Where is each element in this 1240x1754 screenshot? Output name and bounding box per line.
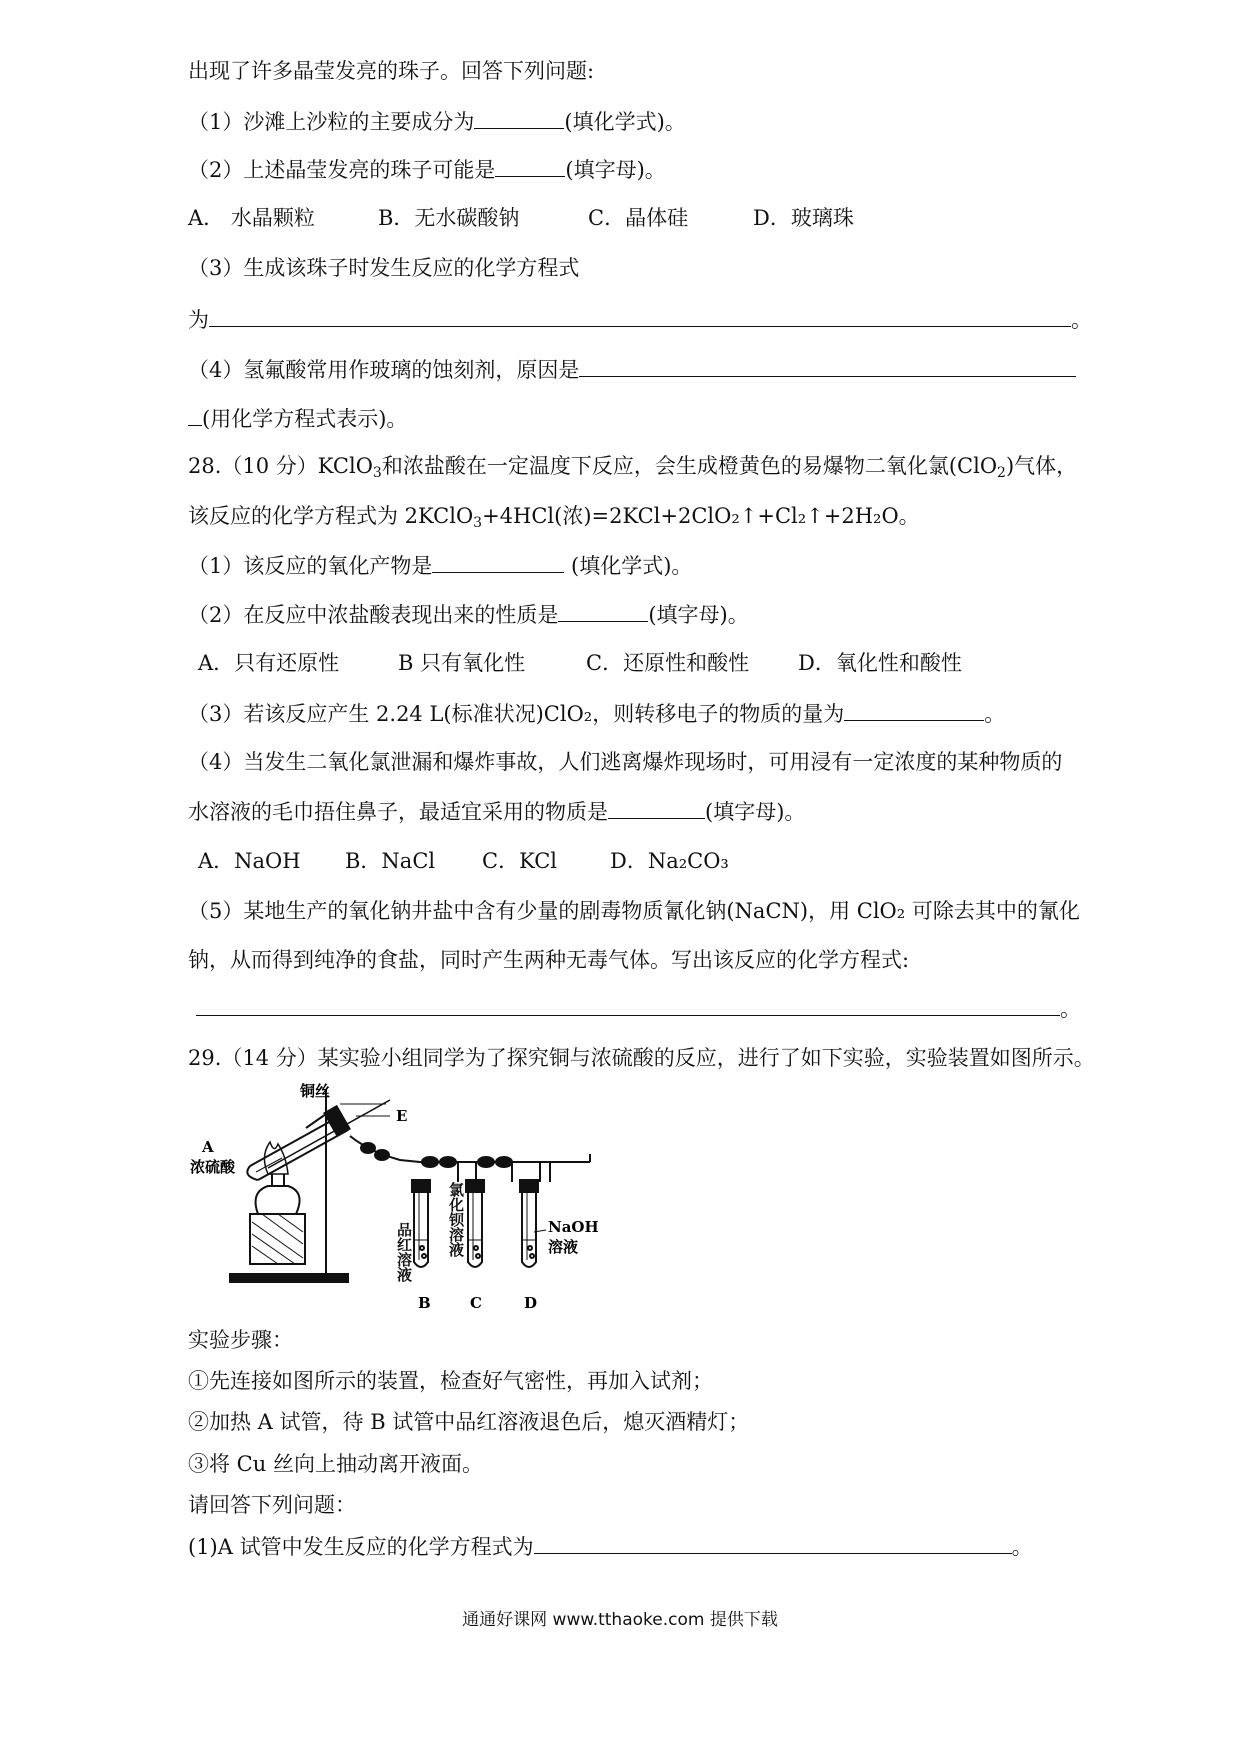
q27-choices: [188, 203, 854, 233]
q28-part5-answer: 。: [196, 993, 1081, 1024]
label-c: C: [470, 1294, 482, 1312]
apparatus-figure: [190, 1082, 620, 1316]
label-bacl2-solution: 氯化钡溶液: [447, 1182, 465, 1257]
q29-part1: (1)A 试管中发生反应的化学方程式为 。: [188, 1531, 1033, 1562]
q28-choices-2: [198, 846, 729, 876]
answer-blank[interactable]: [534, 1531, 1012, 1554]
answer-blank[interactable]: [558, 599, 648, 622]
answer-blank[interactable]: [495, 154, 565, 177]
answer-blank[interactable]: [579, 354, 1076, 377]
answer-blank[interactable]: [209, 304, 1071, 327]
page-footer: 通通好课网 www.tthaoke.com 提供下载: [462, 1610, 778, 1630]
q28-part1: （1）该反应的氧化产物是 (填化学式)。: [188, 550, 692, 581]
q27-part4-cont: (用化学方程式表示)。: [188, 403, 407, 434]
label-pinhong-solution: 品红溶液: [395, 1222, 413, 1282]
q27-part3-answer: 为 。: [188, 304, 1092, 335]
q28-part4: （4）当发生二氧化氯泄漏和爆炸事故，人们逃离爆炸现场时，可用浸有一定浓度的某种物质的: [188, 750, 1063, 774]
q27-part1: （1）沙滩上沙粒的主要成分为 (填化学式)。: [188, 106, 686, 137]
stopper: [324, 1106, 349, 1136]
label-b: B: [418, 1294, 431, 1312]
label-naoh-solution: 溶液: [548, 1238, 579, 1256]
answer-blank[interactable]: [196, 993, 1060, 1016]
q27-part3: （3）生成该珠子时发生反应的化学方程式: [188, 256, 580, 280]
answer-blank[interactable]: [608, 796, 705, 819]
choice-a: A．只有还原性: [198, 651, 340, 675]
q28-choices-1: [198, 648, 962, 678]
label-d: D: [524, 1294, 538, 1312]
choice-b: B．NaCl: [345, 849, 436, 873]
steps-title: 实验步骤：: [188, 1328, 293, 1352]
label-copper-wire: 铜丝: [300, 1082, 331, 1100]
answer-blank[interactable]: [844, 698, 984, 721]
answer-blank[interactable]: [188, 403, 202, 426]
stand-base: [230, 1274, 348, 1282]
q27-intro-end: 出现了许多晶莹发亮的珠子。回答下列问题:: [188, 59, 595, 83]
choice-d: D．Na₂CO₃: [610, 849, 729, 873]
choice-d: D．氧化性和酸性: [798, 651, 962, 675]
q28-equation: 该反应的化学方程式为 2KClO$_3$+4HCl(浓)=2KCl+2ClO₂↑+Cl₂↑+2H₂O。: [188, 504, 920, 531]
q28-part5-cont: 钠，从而得到纯净的食盐，同时产生两种无毒气体。写出该反应的化学方程式:: [188, 948, 910, 972]
q27-part2: （2）上述晶莹发亮的珠子可能是 (填字母)。: [188, 154, 666, 185]
answer-blank[interactable]: [432, 550, 564, 573]
q27-part4: （4）氢氟酸常用作玻璃的蚀刻剂，原因是: [188, 354, 1076, 385]
q28-part5: （5）某地生产的氧化钠井盐中含有少量的剧毒物质氰化钠(NaCN)，用 ClO₂ 可除去其中的氰化: [188, 899, 1080, 923]
q29-header: 29.（14 分）某实验小组同学为了探究铜与浓硫酸的反应，进行了如下实验，实验装置如图所示。: [188, 1046, 1095, 1070]
spirit-lamp: [256, 1186, 300, 1214]
label-a: A: [202, 1138, 214, 1156]
choice-a: A． 水晶颗粒: [188, 206, 315, 230]
choice-a: A．NaOH: [198, 849, 301, 873]
step-2: ②加热 A 试管，待 B 试管中品红溶液退色后，熄灭酒精灯；: [188, 1410, 750, 1434]
q28-part4-cont: 水溶液的毛巾捂住鼻子，最适宜采用的物质是 (填字母)。: [188, 796, 805, 827]
label-naoh: NaOH: [548, 1218, 599, 1236]
label-conc-sulfuric-acid: 浓硫酸: [190, 1158, 236, 1176]
step-1: ①先连接如图所示的装置，检查好气密性，再加入试剂；: [188, 1369, 713, 1393]
answer-blank[interactable]: [474, 106, 564, 129]
choice-d: D．玻璃珠: [753, 206, 854, 230]
choice-b: B 只有氧化性: [398, 651, 526, 675]
q28-part2: （2）在反应中浓盐酸表现出来的性质是 (填字母)。: [188, 599, 749, 630]
step-3: ③将 Cu 丝向上抽动离开液面。: [188, 1452, 483, 1476]
choice-c: C．还原性和酸性: [586, 651, 750, 675]
q28-header: 28.（10 分）KClO$_3$和浓盐酸在一定温度下反应，会生成橙黄色的易爆物二氧化氯(ClO$_2$)气体，: [188, 454, 1078, 481]
q28-part3: （3）若该反应产生 2.24 L(标准状况)ClO₂，则转移电子的物质的量为 。: [188, 698, 1005, 729]
ask-line: 请回答下列问题：: [188, 1493, 356, 1517]
label-e: E: [396, 1107, 408, 1125]
choice-b: B．无水碳酸钠: [378, 206, 520, 230]
choice-c: C．KCl: [482, 849, 557, 873]
choice-c: C．晶体硅: [588, 206, 689, 230]
